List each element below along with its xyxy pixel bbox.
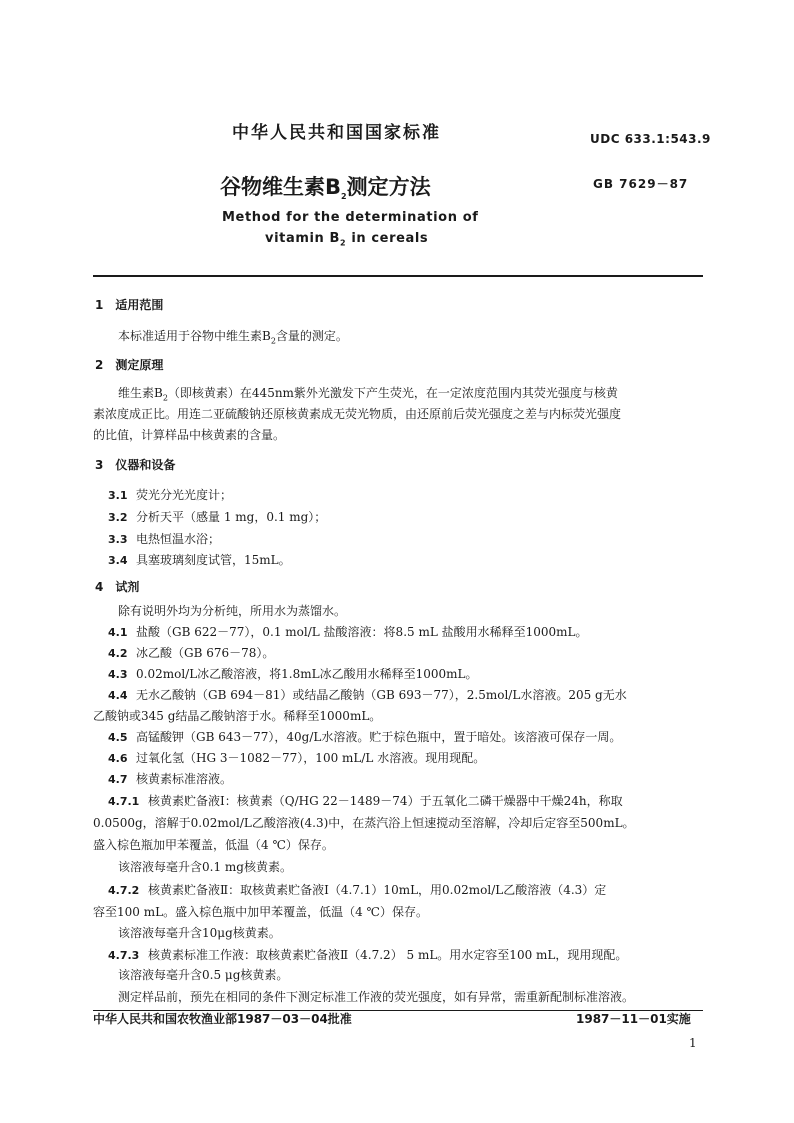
s1-text-post: 含量的测定。 — [275, 329, 348, 343]
item-text: 盐酸（GB 622－77），0.1 mol/L 盐酸溶液：将8.5 mL 盐酸用水稀释至1000mL。 — [136, 625, 588, 639]
section-2-heading: 2 测定原理 — [95, 358, 164, 372]
item-number: 3.1 — [108, 489, 128, 502]
item-text: 分析天平（感量 1 mg，0.1 mg）； — [136, 510, 327, 524]
item-4-4 — [108, 686, 627, 703]
document-title-en-line1: Method for the determination of — [222, 210, 479, 225]
item-4-7-3-remark: 测定样品前，预先在相同的条件下测定标准工作液的荧光强度，如有异常，需重新配制标准溶液。 — [118, 990, 635, 1004]
item-text: 电热恒温水浴； — [136, 532, 221, 546]
title-en-tail: in cereals — [346, 231, 429, 246]
item-text: 冰乙酸（GB 676－78）。 — [136, 646, 275, 660]
section-2-line2: 素浓度成正比。用连二亚硫酸钠还原核黄素成无荧光物质，由还原前后荧光强度之差与内标荧光强度 — [93, 407, 622, 421]
item-text: 具塞玻璃刻度试管，15mL。 — [136, 553, 291, 567]
title-en-subscript: 2 — [340, 238, 347, 248]
section-4-intro: 除有说明外均为分析纯，所用水为蒸馏水。 — [118, 604, 347, 618]
item-4-3 — [108, 665, 478, 682]
item-4-7-1-cont2: 盛入棕色瓶加甲苯覆盖，低温（4 ℃）保存。 — [93, 838, 334, 852]
title-cn-main: 谷物维生素B — [220, 175, 342, 199]
udc-code: UDC 633.1:543.9 — [590, 132, 711, 146]
item-text: 0.02mol/L冰乙酸溶液，将1.8mL冰乙酸用水稀释至1000mL。 — [136, 667, 478, 681]
item-number: 3.2 — [108, 511, 128, 524]
item-text: 无水乙酸钠（GB 694－81）或结晶乙酸钠（GB 693－77），2.5mol/L水溶液。205 g无水 — [136, 688, 627, 702]
s2-l1-post: （即核黄素）在445nm紫外光激发下产生荧光，在一定浓度范围内其荧光强度与核黄 — [167, 386, 618, 400]
item-number: 4.1 — [108, 626, 128, 639]
item-4-7-3 — [108, 946, 627, 963]
item-3-3 — [108, 530, 220, 547]
section-2-line3: 的比值，计算样品中核黄素的含量。 — [93, 428, 286, 442]
document-title-en-line2 — [265, 231, 428, 248]
item-number: 4.6 — [108, 752, 128, 765]
item-3-2 — [108, 508, 326, 525]
item-text: 核黄素标准溶液。 — [136, 772, 233, 786]
item-number: 4.7.1 — [108, 795, 140, 808]
item-4-1 — [108, 623, 588, 640]
item-number: 3.4 — [108, 554, 128, 567]
approval-note: 中华人民共和国农牧渔业部1987－03－04批准 — [93, 1012, 352, 1026]
item-4-7-2-cont: 容至100 mL。盛入棕色瓶中加甲苯覆盖，低温（4 ℃）保存。 — [93, 905, 428, 919]
page-number: 1 — [689, 1036, 697, 1050]
s2-l1-sub: 2 — [162, 393, 168, 403]
s2-l1-pre: 维生素B — [118, 386, 163, 400]
gb-code: GB 7629－87 — [593, 177, 689, 191]
item-4-7-3-note: 该溶液每毫升含0.5 μg核黄素。 — [118, 968, 289, 982]
item-text: 过氧化氢（HG 3－1082－77），100 mL/L 水溶液。现用现配。 — [136, 751, 486, 765]
item-4-6 — [108, 749, 485, 766]
item-4-5 — [108, 728, 621, 745]
national-standard-heading: 中华人民共和国国家标准 — [232, 123, 441, 143]
item-4-7 — [108, 770, 232, 787]
item-number: 4.4 — [108, 689, 128, 702]
title-en-main: vitamin B — [265, 231, 341, 246]
document-title-cn — [220, 171, 431, 201]
item-4-7-2 — [108, 881, 606, 898]
item-number: 4.2 — [108, 647, 128, 660]
item-text: 荧光分光光度计； — [136, 488, 233, 502]
section-3-heading: 3 仪器和设备 — [95, 458, 176, 472]
s1-text-sub: 2 — [270, 336, 276, 346]
section-1-heading: 1 适用范围 — [95, 298, 164, 312]
item-4-7-1-cont1: 0.0500g，溶解于0.02mol/L乙酸溶液(4.3)中，在蒸汽浴上恒速搅动至溶解，冷却后定容至500mL。 — [93, 816, 635, 830]
item-text: 高锰酸钾（GB 643－77），40g/L水溶液。贮于棕色瓶中，置于暗处。该溶液可保存一周。 — [136, 730, 622, 744]
item-number: 4.7 — [108, 773, 128, 786]
item-4-7-1-note: 该溶液每毫升含0.1 mg核黄素。 — [118, 860, 292, 874]
item-4-2 — [108, 644, 274, 661]
header-rule — [93, 275, 703, 277]
item-text: 核黄素标准工作液：取核黄素贮备液Ⅱ（4.7.2） 5 mL。用水定容至100 mL，现用现配。 — [148, 948, 628, 962]
item-number: 4.3 — [108, 668, 128, 681]
section-2-line1 — [118, 384, 618, 402]
item-4-7-1 — [108, 792, 623, 809]
item-number: 3.3 — [108, 533, 128, 546]
effective-date: 1987－11－01实施 — [576, 1012, 691, 1026]
title-cn-subscript: 2 — [341, 192, 347, 202]
s1-text-pre: 本标准适用于谷物中维生素B — [118, 329, 271, 343]
item-4-7-2-note: 该溶液每毫升含10μg核黄素。 — [118, 926, 281, 940]
item-number: 4.7.3 — [108, 949, 140, 962]
item-4-4-cont: 乙酸钠或345 g结晶乙酸钠溶于水。稀释至1000mL。 — [93, 709, 382, 723]
title-cn-tail: 测定方法 — [346, 175, 431, 199]
item-number: 4.5 — [108, 731, 128, 744]
item-number: 4.7.2 — [108, 884, 140, 897]
item-text: 核黄素贮备液Ⅱ：取核黄素贮备液Ⅰ（4.7.1）10mL，用0.02mol/L乙酸溶液（4.3）定 — [148, 883, 607, 897]
section-1-text — [118, 327, 348, 345]
section-4-heading: 4 试剂 — [95, 580, 140, 594]
item-text: 核黄素贮备液Ⅰ：核黄素（Q/HG 22－1489－74）于五氧化二磷干燥器中干燥24h，称取 — [148, 794, 623, 808]
item-3-1 — [108, 486, 232, 503]
item-3-4 — [108, 551, 291, 568]
